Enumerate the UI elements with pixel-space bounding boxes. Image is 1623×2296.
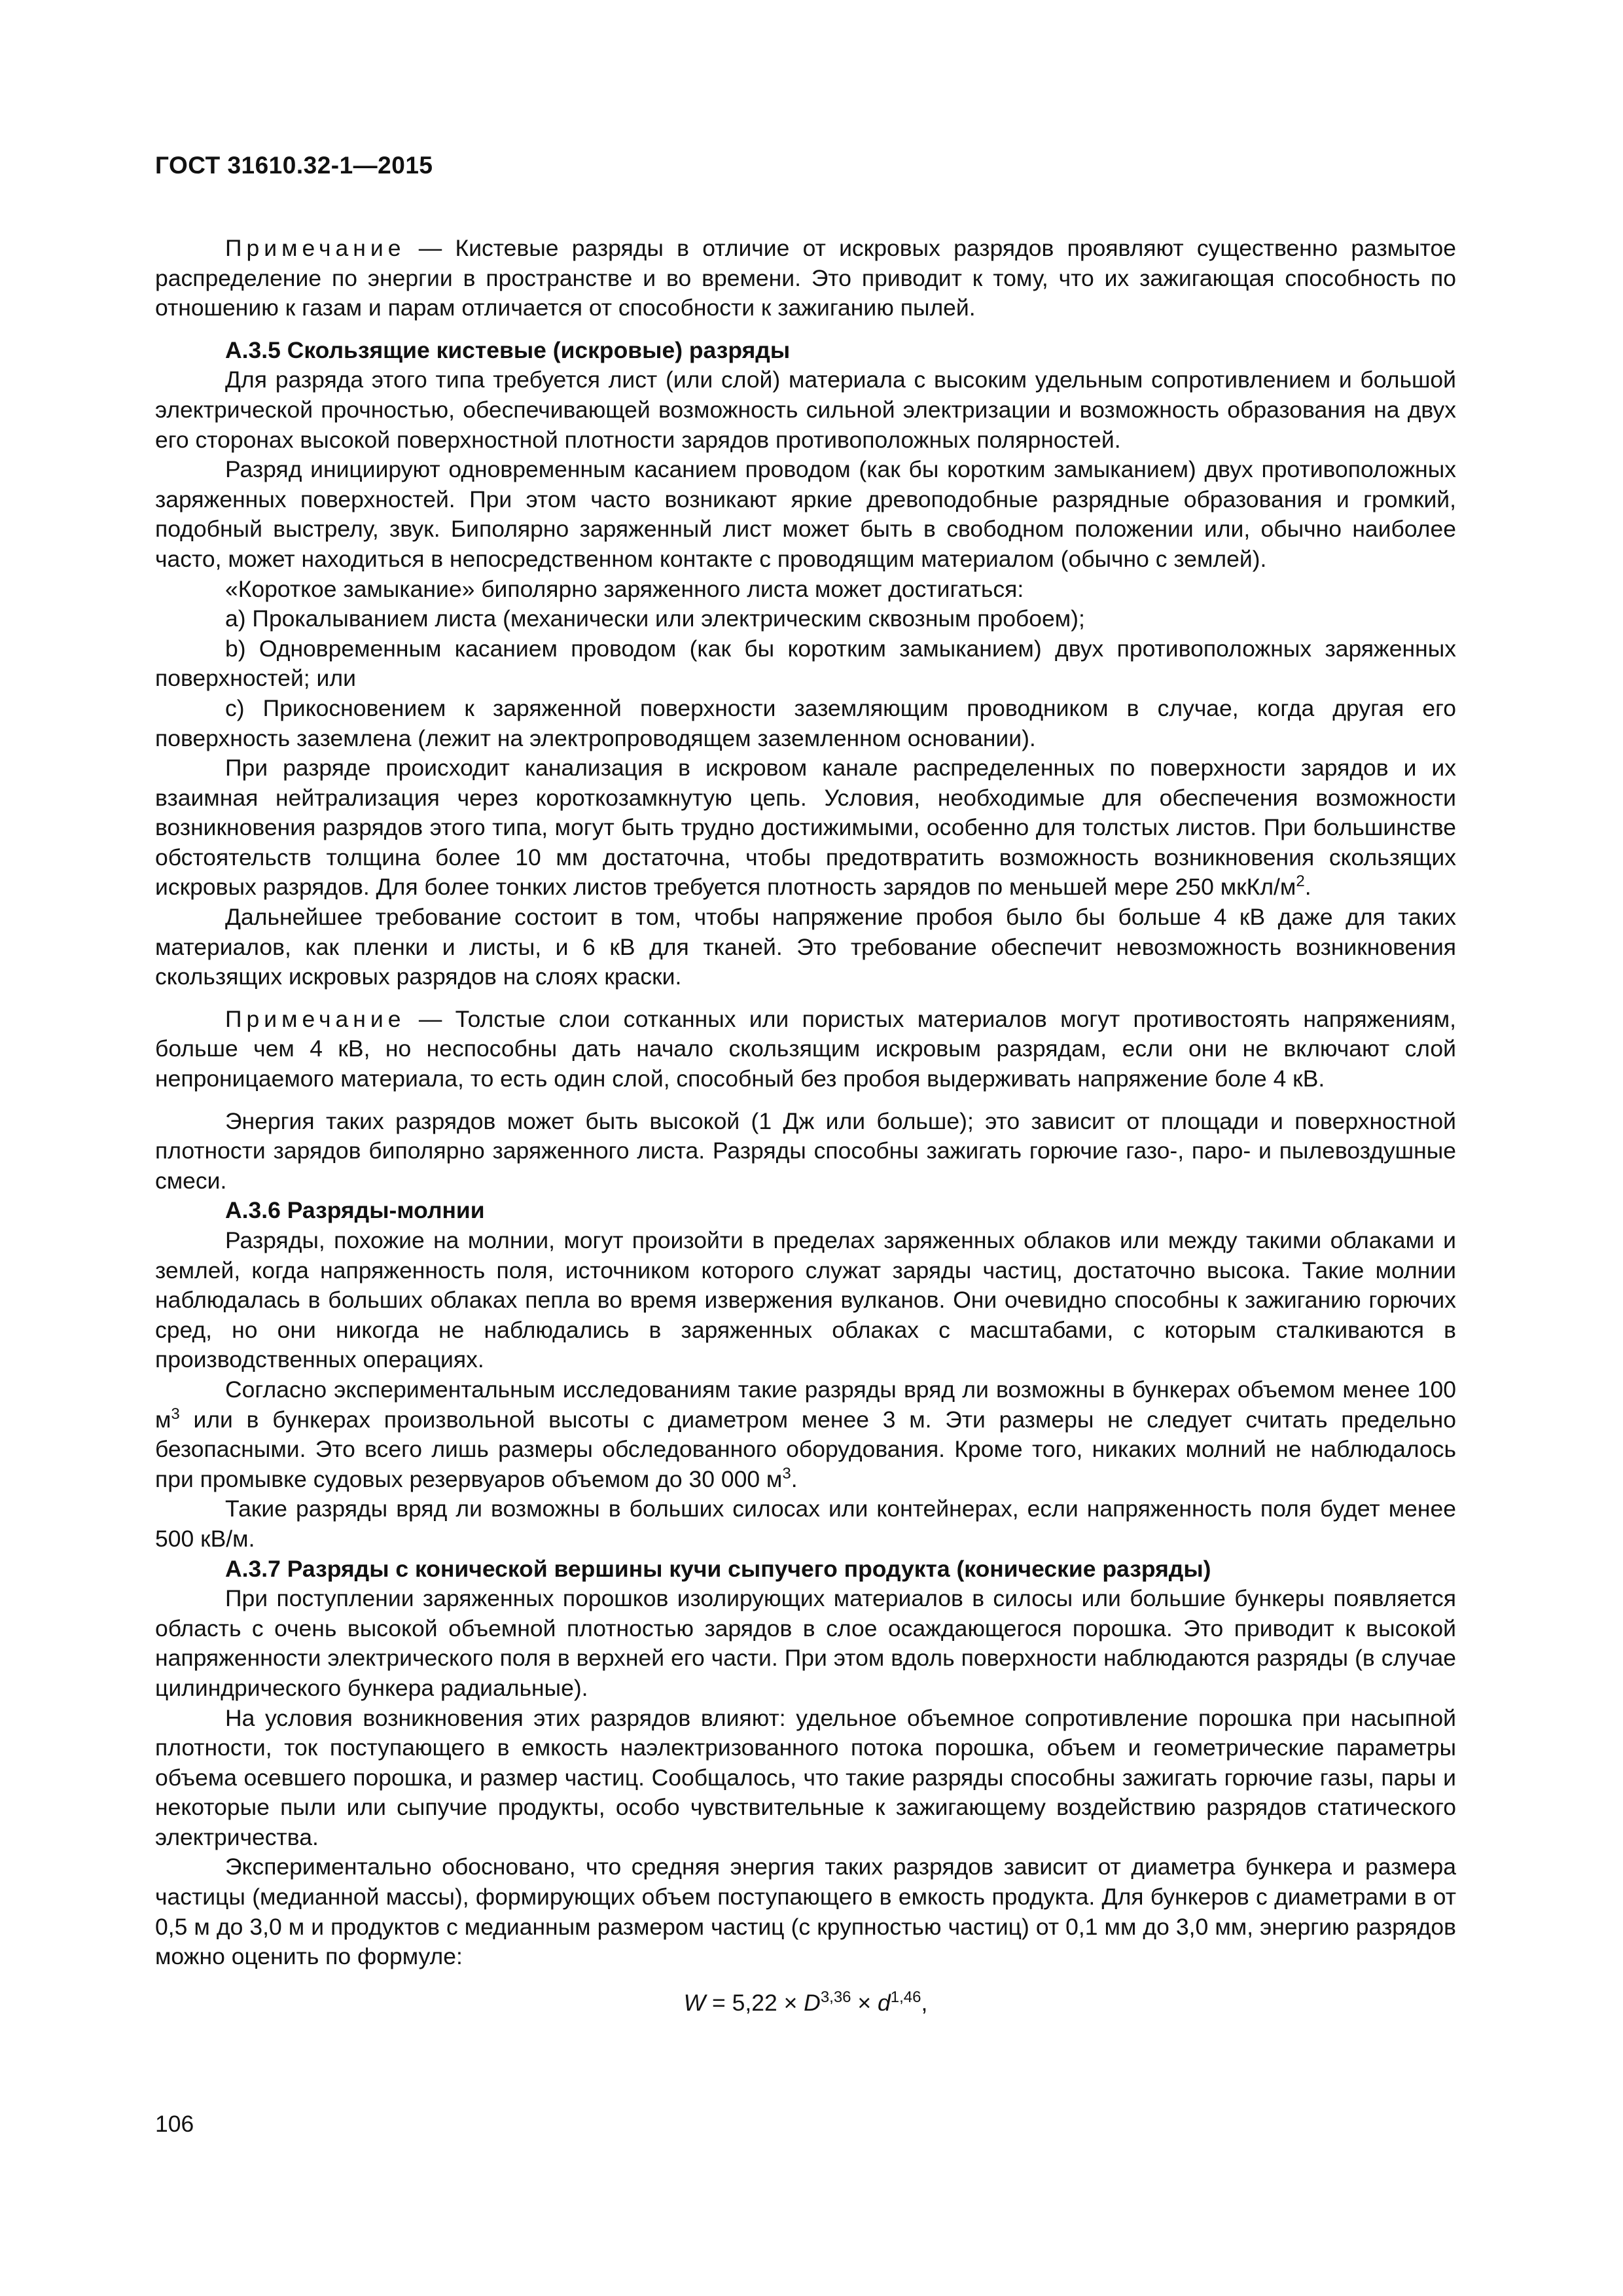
paragraph: Энергия таких разрядов может быть высокой (1 Дж или больше); это зависит от площади и поверхностной плотности зарядов биполярно заряженного листа. Разряды способны зажигать горючие газо-, паро- и пылевоздушные смеси. (155, 1107, 1456, 1194)
paragraph: Разряд инициируют одновременным касанием проводом (как бы коротким замыканием) двух противоположных заряженных поверхностей. При этом часто возникают яркие древоподобные разрядные образования и громкий, подобный выстрелу, звук. Биполярно заряженный лист может быть в свободном положении или, обычно наиболее часто, может находиться в непосредственном контакте с проводящим материалом (обычно с землей). (155, 456, 1456, 572)
formula-d-big: D (804, 1990, 821, 2016)
note-paragraph (155, 1005, 1456, 1094)
formula-w: W (683, 1990, 706, 2016)
formula-text: , (921, 1990, 928, 2016)
list-item-a: a) Прокалыванием листа (механически или электрическим сквозным пробоем); (225, 605, 1085, 632)
paragraph: «Короткое замыкание» биполярно заряженного листа может достигаться: (225, 575, 1024, 602)
superscript: 3 (171, 1405, 180, 1423)
note-label: Примечание (225, 1005, 406, 1032)
note-text: — Толстые слои сотканных или пористых материалов могут противостоять напряжениям, больше чем 4 кВ, но неспособны дать начало скользящим искровым разрядам, если они не включают слой непроницаемого материала, то есть один слой, способный без пробоя выдерживать напряжение боле 4 кВ. (155, 1005, 1456, 1092)
formula-exponent: 3,36 (820, 1988, 851, 2006)
section-heading-a36: А.3.6 Разряды-молнии (225, 1197, 485, 1224)
section-heading-a37: А.3.7 Разряды с конической вершины кучи сыпучего продукта (конические разряды) (225, 1555, 1211, 1582)
document-code-header: ГОСТ 31610.32-1—2015 (155, 152, 433, 179)
list-item-b: b) Одновременным касанием проводом (как бы коротким замыканием) двух противоположных заряженных поверхностей; или (155, 635, 1456, 692)
formula-d-small: d (878, 1990, 891, 2016)
paragraph: Такие разряды вряд ли возможны в больших силосах или контейнерах, если напряженность поля будет менее 500 кВ/м. (155, 1496, 1456, 1552)
paragraph (155, 1375, 1456, 1494)
paragraph-text: или в бункерах произвольной высоты с диаметром менее 3 м. Эти размеры не следует считать предельно безопасными. Это всего лишь размеры обследованного оборудования. Кроме того, никаких молний не наблюдалось при промывке судовых резервуаров объемом до 30 000 м (155, 1406, 1456, 1492)
superscript: 3 (782, 1464, 791, 1482)
section-heading-a35: А.3.5 Скользящие кистевые (искровые) разряды (225, 336, 791, 363)
paragraph: При поступлении заряженных порошков изолирующих материалов в силосы или большие бункеры появляется область с очень высокой объемной плотностью зарядов в слое осаждающегося порошка. Это приводит к высокой напряженности электрического поля в верхней его части. При этом вдоль поверхности наблюдаются разряды (в случае цилиндрического бункера радиальные). (155, 1585, 1456, 1701)
paragraph: Разряды, похожие на молнии, могут произойти в пределах заряженных облаков или между такими облаками и землей, когда напряженность поля, источником которого служат заряды частиц, достаточно высока. Такие молнии наблюдалась в больших облаках пепла во время извержения вулканов. Они очевидно способны к зажиганию горючих сред, но они никогда не наблюдались в заряженных облаках с масштабами, с которым сталкиваются в производственных операциях. (155, 1227, 1456, 1373)
paragraph: Экспериментально обосновано, что средняя энергия таких разрядов зависит от диаметра бункера и размера частицы (медианной массы), формирующих объем поступающего в емкость продукта. Для бункеров с диаметрами в от 0,5 м до 3,0 м и продуктов с медианным размером частиц (с крупностью частиц) от 0,1 мм до 3,0 мм, энергию разрядов можно оценить по формуле: (155, 1854, 1456, 1970)
document-page (155, 0, 1456, 2296)
formula-text: = 5,22 × (705, 1990, 804, 2016)
paragraph: Для разряда этого типа требуется лист (или слой) материала с высоким удельным сопротивлением и большой электрической прочностью, обеспечивающей возможность сильной электризации и возможность образования на двух его сторонах высокой поверхностной плотности зарядов противоположных полярностей. (155, 367, 1456, 453)
superscript: 2 (1296, 872, 1305, 891)
paragraph-text: . (791, 1465, 798, 1492)
document-body (155, 221, 1456, 1972)
paragraph-text: При разряде происходит канализация в искровом канале распределенных по поверхности зарядов и их взаимная нейтрализация через короткозамкнутую цепь. Условия, необходимые для обеспечения возможности возникновения разрядов этого типа, могут быть трудно достижимыми, особенно для толстых листов. При большинстве обстоятельств толщина более 10 мм достаточна, чтобы предотвратить возможность возникновения скользящих искровых разрядов. Для более тонких листов требуется плотность зарядов по меньшей мере 250 мкКл/м (155, 755, 1456, 901)
note-label: Примечание (225, 235, 406, 261)
energy-formula (155, 1990, 1456, 2017)
paragraph: На условия возникновения этих разрядов влияют: удельное объемное сопротивление порошка при насыпной плотности, ток поступающего в емкость наэлектризованного потока порошка, объем и геометрические параметры объема осевшего порошка, и размер частиц. Сообщалось, что такие разряды способны зажигать горючие газы, пары и некоторые пыли или сыпучие продукты, особо чувствительные к зажигающему воздействию разрядов статического электричества. (155, 1704, 1456, 1850)
paragraph-text: . (1304, 874, 1311, 901)
note-paragraph (155, 234, 1456, 323)
list-item-c: c) Прикосновением к заряженной поверхности заземляющим проводником в случае, когда другая его поверхность заземлена (лежит на электропроводящем заземленном основании). (155, 694, 1456, 751)
formula-text: × (851, 1990, 878, 2016)
paragraph-text: Согласно экспериментальным исследованиям такие разряды вряд ли возможны в бункерах объемом менее 100 м (155, 1376, 1456, 1433)
note-text: — Кистевые разряды в отличие от искровых разрядов проявляют существенно размытое распределение по энергии в пространстве и во времени. Это приводит к тому, что их зажигающая способность по отношению к газам и парам отличается от способности к зажиганию пылей. (155, 235, 1456, 321)
formula-exponent: 1,46 (890, 1988, 921, 2006)
page-number: 106 (155, 2111, 194, 2137)
paragraph (155, 753, 1456, 903)
paragraph: Дальнейшее требование состоит в том, чтобы напряжение пробоя было бы больше 4 кВ даже для таких материалов, как пленки и листы, и 6 кВ для тканей. Это требование обеспечит невозможность возникновения скользящих искровых разрядов на слоях краски. (155, 904, 1456, 990)
